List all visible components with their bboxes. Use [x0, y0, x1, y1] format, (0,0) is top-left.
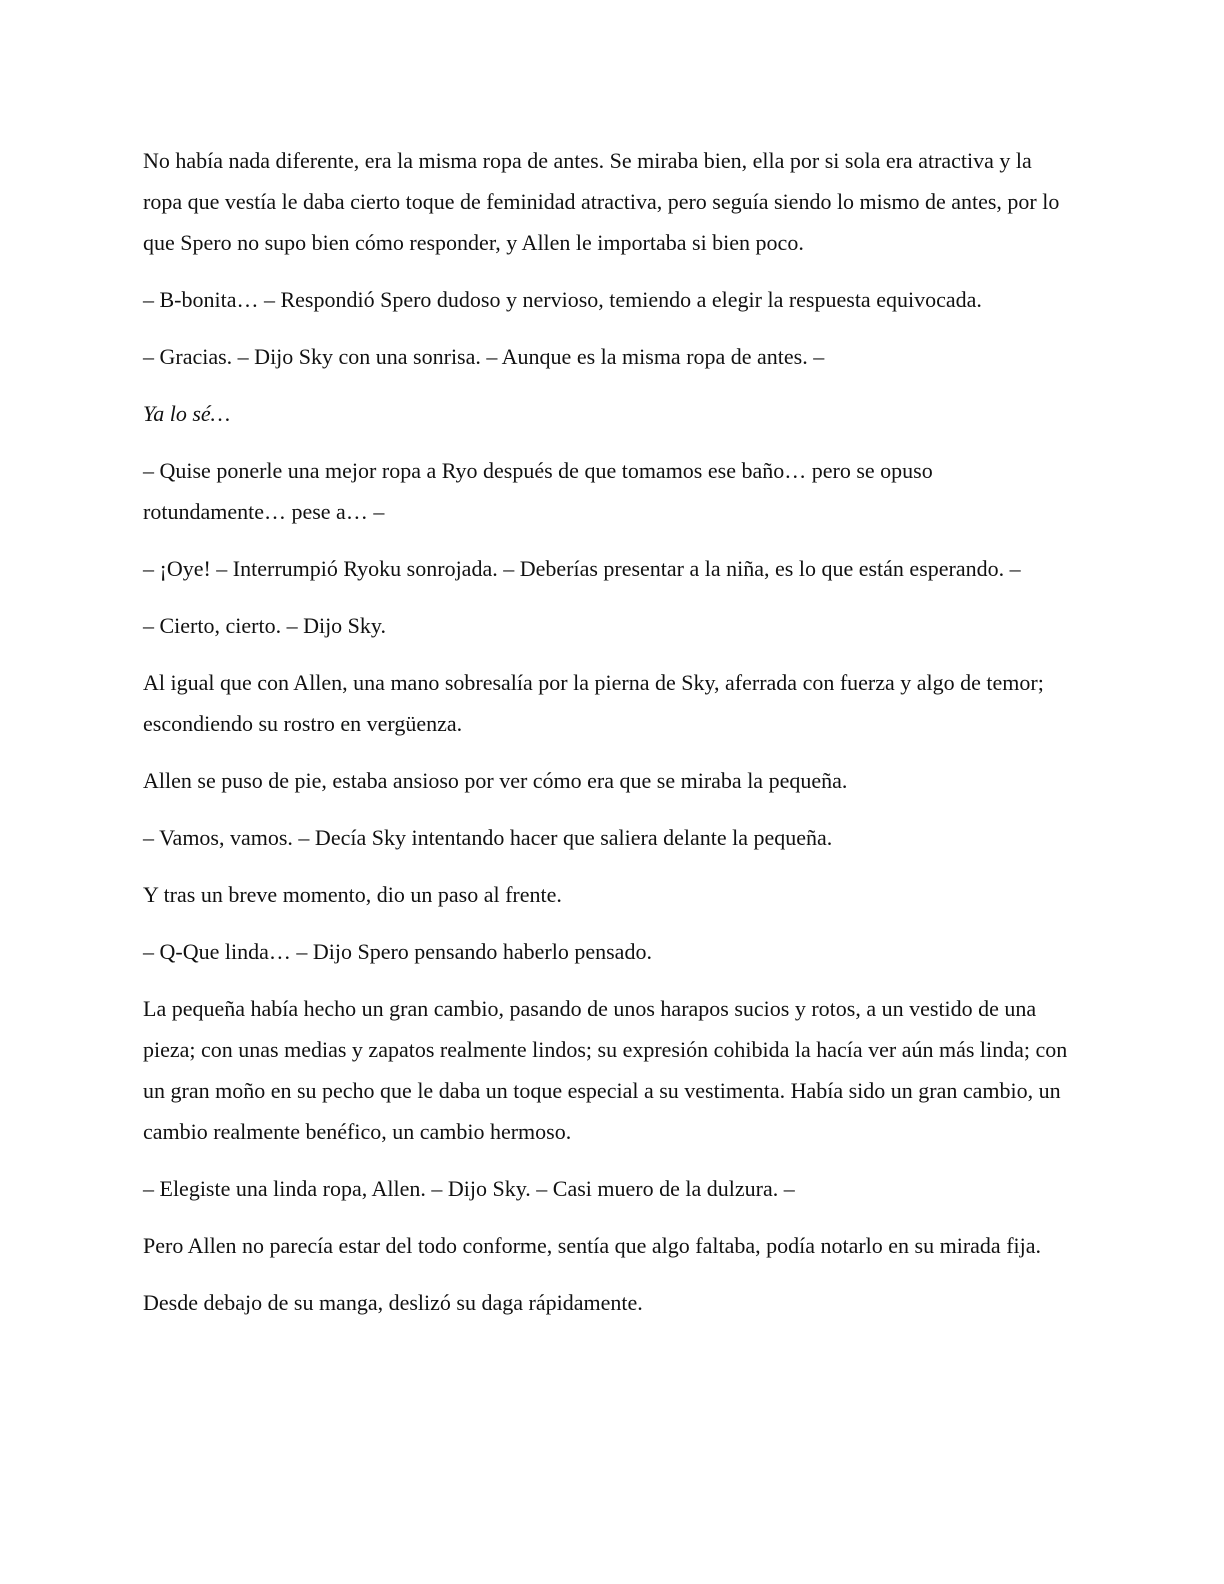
paragraph-italic-thought: Ya lo sé…	[143, 401, 231, 426]
paragraph: La pequeña había hecho un gran cambio, pasando de unos harapos sucios y rotos, a un vestido de una pieza; con unas medias y zapatos realmente lindos; su expresión cohibida la hacía ver aún más linda; con un gran moño en su pecho que le daba un toque especial a su vestimenta. Había sido un gran cambio, un cambio realmente benéfico, un cambio hermoso.	[143, 996, 1068, 1144]
paragraph: – Q-Que linda… – Dijo Spero pensando haberlo pensado.	[143, 939, 652, 964]
paragraph: – Cierto, cierto. – Dijo Sky.	[143, 613, 386, 638]
paragraph: – Vamos, vamos. – Decía Sky intentando hacer que saliera delante la pequeña.	[143, 825, 833, 850]
document-page	[143, 140, 1073, 1339]
paragraph: Y tras un breve momento, dio un paso al frente.	[143, 882, 562, 907]
paragraph: – ¡Oye! – Interrumpió Ryoku sonrojada. – Deberías presentar a la niña, es lo que están esperando. –	[143, 556, 1021, 581]
paragraph: – Elegiste una linda ropa, Allen. – Dijo Sky. – Casi muero de la dulzura. –	[143, 1176, 795, 1201]
paragraph: – B-bonita… – Respondió Spero dudoso y nervioso, temiendo a elegir la respuesta equivocada.	[143, 287, 982, 312]
paragraph: Al igual que con Allen, una mano sobresalía por la pierna de Sky, aferrada con fuerza y algo de temor; escondiendo su rostro en vergüenza.	[143, 670, 1044, 736]
paragraph: Pero Allen no parecía estar del todo conforme, sentía que algo faltaba, podía notarlo en su mirada fija.	[143, 1233, 1042, 1258]
paragraph: No había nada diferente, era la misma ropa de antes. Se miraba bien, ella por si sola era atractiva y la ropa que vestía le daba cierto toque de feminidad atractiva, pero seguía siendo lo mismo de antes, por lo que Spero no supo bien cómo responder, y Allen le importaba si bien poco.	[143, 148, 1060, 255]
paragraph: – Gracias. – Dijo Sky con una sonrisa. – Aunque es la misma ropa de antes. –	[143, 344, 825, 369]
paragraph: – Quise ponerle una mejor ropa a Ryo después de que tomamos ese baño… pero se opuso rotundamente… pese a… –	[143, 458, 933, 524]
paragraph: Allen se puso de pie, estaba ansioso por ver cómo era que se miraba la pequeña.	[143, 768, 848, 793]
paragraph: Desde debajo de su manga, deslizó su daga rápidamente.	[143, 1290, 643, 1315]
